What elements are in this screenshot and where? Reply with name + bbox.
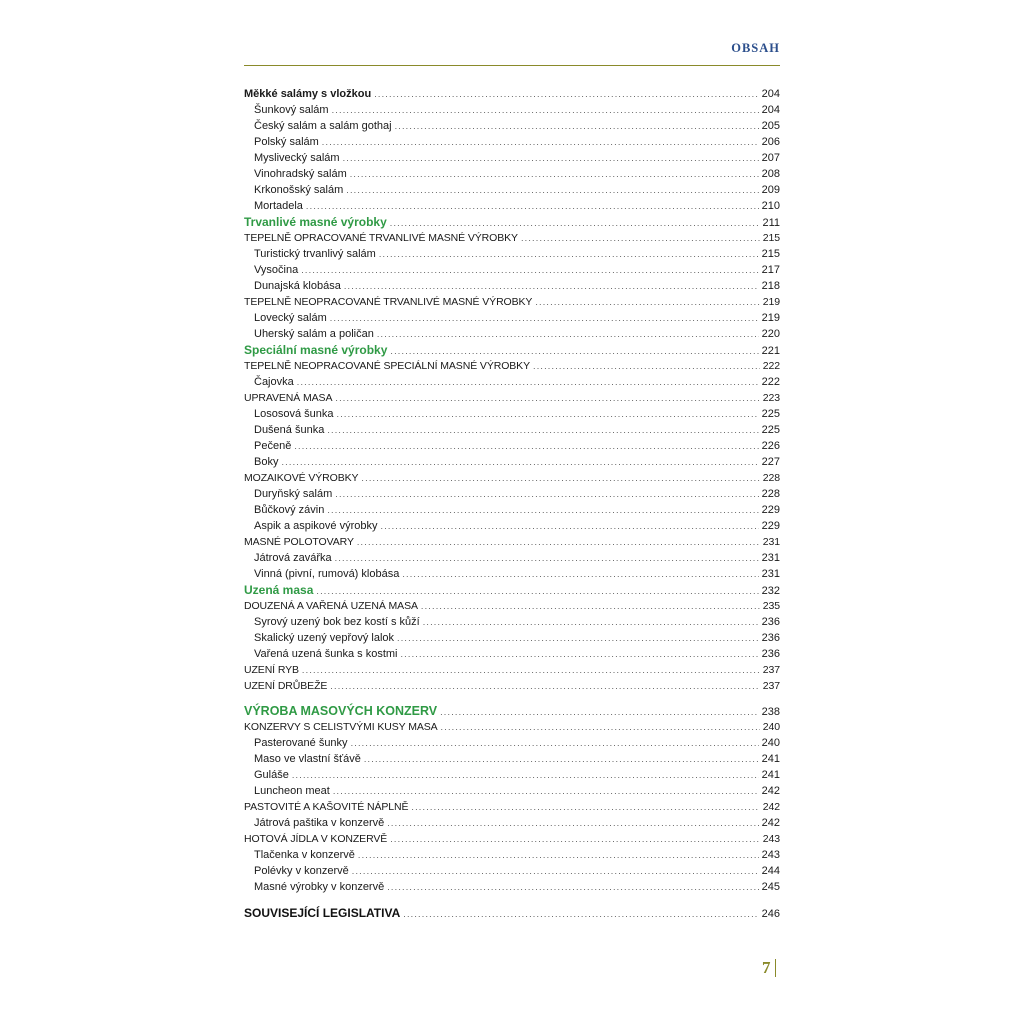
dot-leader <box>402 566 758 582</box>
toc-entry-page: 242 <box>762 801 780 813</box>
toc-entry-title: KONZERVY S CELISTVÝMI KUSY MASA <box>244 721 438 733</box>
dot-leader <box>441 719 760 735</box>
toc-entry <box>244 406 780 422</box>
toc-entry-title: Masné výrobky v konzervě <box>254 881 385 893</box>
toc-entry-page: 232 <box>761 585 780 597</box>
toc-entry-title: HOTOVÁ JÍDLA V KONZERVĚ <box>244 833 388 845</box>
toc-entry-page: 231 <box>761 568 780 580</box>
dot-leader <box>350 166 759 182</box>
toc-entry-title: UPRAVENÁ MASA <box>244 392 333 404</box>
dot-leader <box>301 262 758 278</box>
dot-leader <box>346 182 758 198</box>
dot-leader <box>390 215 760 231</box>
toc-entry-title: TEPELNĚ OPRACOVANÉ TRVANLIVÉ MASNÉ VÝROBKY <box>244 232 518 244</box>
toc-entry-title: Myslivecký salám <box>254 152 340 164</box>
toc-entry-title: Turistický trvanlivý salám <box>254 248 376 260</box>
toc-entry <box>244 598 780 614</box>
toc-entry-page: 240 <box>762 721 780 733</box>
toc-entry-title: Měkké salámy s vložkou <box>244 88 372 100</box>
toc-entry <box>244 751 780 767</box>
toc-entry <box>244 246 780 262</box>
toc-entry-page: 235 <box>762 600 780 612</box>
toc-entry-title: Pečeně <box>254 440 292 452</box>
toc-entry-page: 229 <box>761 504 780 516</box>
toc-entry <box>244 582 780 598</box>
toc-entry-page: 242 <box>761 817 780 829</box>
toc-entry-title: Krkonošský salám <box>254 184 344 196</box>
dot-leader <box>297 374 759 390</box>
dot-leader <box>374 86 758 102</box>
dot-leader <box>390 831 760 847</box>
toc-entry-title: Vysočina <box>254 264 299 276</box>
toc-entry-page: 225 <box>761 424 780 436</box>
toc-entry-title: Boky <box>254 456 279 468</box>
dot-leader <box>358 847 759 863</box>
dot-leader <box>316 583 758 599</box>
toc-entry <box>244 230 780 246</box>
toc-entry <box>244 198 780 214</box>
toc-entry <box>244 150 780 166</box>
toc-entry-page: 241 <box>761 753 780 765</box>
toc-entry-title: UZENÍ RYB <box>244 664 299 676</box>
dot-leader <box>330 310 759 326</box>
toc-entry-page: 222 <box>762 360 780 372</box>
toc-entry-page: 231 <box>762 536 780 548</box>
toc-entry-page: 205 <box>761 120 780 132</box>
toc-entry-page: 237 <box>762 664 780 676</box>
dot-leader <box>332 102 759 118</box>
toc-entry-page: 219 <box>761 312 780 324</box>
dot-leader <box>521 230 760 246</box>
dot-leader <box>395 118 759 134</box>
toc-entry-title: Dušená šunka <box>254 424 325 436</box>
toc-entry <box>244 102 780 118</box>
toc-entry <box>244 326 780 342</box>
toc-entry-title: Játrová paštika v konzervě <box>254 817 385 829</box>
toc-entry-page: 219 <box>762 296 780 308</box>
toc-entry-page: 228 <box>761 488 780 500</box>
dot-leader <box>335 390 759 406</box>
toc-entry <box>244 735 780 751</box>
toc-entry-page: 240 <box>761 737 780 749</box>
header-rule <box>244 65 780 66</box>
dot-leader <box>294 438 758 454</box>
toc-entry-title: TEPELNĚ NEOPRACOVANÉ SPECIÁLNÍ MASNÉ VÝROBKY <box>244 360 530 372</box>
toc-entry-title: Lososová šunka <box>254 408 334 420</box>
toc-entry <box>244 310 780 326</box>
toc-entry-page: 221 <box>761 345 780 357</box>
toc-entry <box>244 905 780 921</box>
dot-leader <box>343 150 759 166</box>
toc-entry <box>244 262 780 278</box>
dot-leader <box>281 454 758 470</box>
page-number: 7 <box>762 958 771 977</box>
dot-leader <box>397 630 759 646</box>
dot-leader <box>302 662 760 678</box>
toc-entry-title: Aspik a aspikové výrobky <box>254 520 378 532</box>
toc-entry <box>244 678 780 694</box>
toc-entry-title: MOZAIKOVÉ VÝROBKY <box>244 472 359 484</box>
toc-entry-page: 228 <box>762 472 780 484</box>
toc-entry-page: 244 <box>761 865 780 877</box>
toc-entry-page: 217 <box>761 264 780 276</box>
toc-entry-page: 227 <box>761 456 780 468</box>
dot-leader <box>403 906 758 922</box>
dot-leader <box>335 486 758 502</box>
toc-entry-title: Polský salám <box>254 136 319 148</box>
toc-entry-page: 236 <box>761 616 780 628</box>
toc-entry-title: Uzená masa <box>244 583 314 597</box>
toc-entry-title: Lovecký salám <box>254 312 327 324</box>
dot-leader <box>333 783 759 799</box>
toc-entry-title: MASNÉ POLOTOVARY <box>244 536 354 548</box>
toc-entry-title: Polévky v konzervě <box>254 865 349 877</box>
toc-entry <box>244 646 780 662</box>
dot-leader <box>379 246 759 262</box>
dot-leader <box>351 735 759 751</box>
toc-entry-page: 226 <box>761 440 780 452</box>
toc-entry <box>244 214 780 230</box>
toc-entry-page: 241 <box>761 769 780 781</box>
dot-leader <box>330 678 759 694</box>
toc-entry <box>244 863 780 879</box>
toc-entry-page: 210 <box>761 200 780 212</box>
toc-entry-page: 218 <box>761 280 780 292</box>
toc-entry <box>244 566 780 582</box>
toc-entry-page: 204 <box>761 104 780 116</box>
toc-entry <box>244 278 780 294</box>
toc-entry-page: 222 <box>761 376 780 388</box>
toc-entry-title: Tlačenka v konzervě <box>254 849 355 861</box>
toc-entry-title: Skalický uzený vepřový lalok <box>254 632 395 644</box>
toc-entry <box>244 799 780 815</box>
toc-entry <box>244 358 780 374</box>
dot-leader <box>292 767 759 783</box>
toc-entry-page: 207 <box>761 152 780 164</box>
dot-leader <box>381 518 759 534</box>
toc-entry-title: Čajovka <box>254 376 294 388</box>
toc-entry <box>244 390 780 406</box>
toc-entry <box>244 294 780 310</box>
dot-leader <box>357 534 760 550</box>
toc-entry-title: Luncheon meat <box>254 785 330 797</box>
toc-entry-page: 242 <box>761 785 780 797</box>
toc-entry-title: Český salám a salám gothaj <box>254 120 392 132</box>
toc-entry-title: VÝROBA MASOVÝCH KONZERV <box>244 704 438 718</box>
toc-entry <box>244 374 780 390</box>
toc-entry-page: 231 <box>761 552 780 564</box>
toc-entry-page: 243 <box>761 849 780 861</box>
toc-entry-title: Mortadela <box>254 200 303 212</box>
toc-entry-title: PASTOVITÉ A KAŠOVITÉ NÁPLNĚ <box>244 801 409 813</box>
dot-leader <box>400 646 758 662</box>
dot-leader <box>322 134 759 150</box>
dot-leader <box>387 815 758 831</box>
toc-entry-page: 237 <box>762 680 780 692</box>
toc-entry-title: Vinohradský salám <box>254 168 347 180</box>
toc-entry-title: Bůčkový závin <box>254 504 325 516</box>
toc-entry-page: 209 <box>761 184 780 196</box>
toc-entry <box>244 518 780 534</box>
dot-leader <box>361 470 759 486</box>
toc-entry-title: Šunkový salám <box>254 104 329 116</box>
running-head: OBSAH <box>731 41 780 55</box>
toc-entry-page: 211 <box>762 217 780 229</box>
toc-entry <box>244 703 780 719</box>
toc-entry-title: Vařená uzená šunka s kostmi <box>254 648 398 660</box>
toc-entry-page: 229 <box>761 520 780 532</box>
toc-entry <box>244 879 780 895</box>
toc-entry-page: 208 <box>761 168 780 180</box>
toc-entry-page: 236 <box>761 632 780 644</box>
toc-entry <box>244 118 780 134</box>
toc-entry-title: Guláše <box>254 769 289 781</box>
toc-entry-title: UZENÍ DRŮBEŽE <box>244 680 328 692</box>
toc-entry <box>244 767 780 783</box>
toc-entry <box>244 342 780 358</box>
dot-leader <box>387 879 758 895</box>
dot-leader <box>306 198 759 214</box>
toc-entry <box>244 470 780 486</box>
toc-entry <box>244 783 780 799</box>
dot-leader <box>364 751 759 767</box>
dot-leader <box>377 326 759 342</box>
toc-entry-page: 246 <box>761 908 780 920</box>
toc-entry <box>244 182 780 198</box>
toc-entry <box>244 86 780 102</box>
toc-entry <box>244 614 780 630</box>
toc-entry <box>244 422 780 438</box>
toc-entry <box>244 831 780 847</box>
dot-leader <box>423 614 759 630</box>
toc-entry <box>244 166 780 182</box>
toc-entry-page: 223 <box>762 392 780 404</box>
dot-leader <box>535 294 759 310</box>
toc-entry <box>244 454 780 470</box>
page-number-divider <box>775 959 776 977</box>
dot-leader <box>533 358 760 374</box>
toc-entry-title: SOUVISEJÍCÍ LEGISLATIVA <box>244 906 401 920</box>
dot-leader <box>440 704 759 720</box>
toc-entry-title: Speciální masné výrobky <box>244 343 388 357</box>
dot-leader <box>344 278 759 294</box>
dot-leader <box>411 799 759 815</box>
toc-entry-page: 238 <box>761 706 780 718</box>
toc-entry-title: Duryňský salám <box>254 488 333 500</box>
toc-entry-title: Uherský salám a poličan <box>254 328 374 340</box>
toc-entry-page: 220 <box>761 328 780 340</box>
dot-leader <box>327 422 758 438</box>
dot-leader <box>335 550 759 566</box>
toc-entry <box>244 438 780 454</box>
toc-entry <box>244 847 780 863</box>
toc-entry-title: Syrový uzený bok bez kostí s kůží <box>254 616 420 628</box>
table-of-contents <box>244 86 780 921</box>
dot-leader <box>352 863 759 879</box>
toc-entry-page: 225 <box>761 408 780 420</box>
toc-entry <box>244 502 780 518</box>
toc-entry-title: DOUZENÁ A VAŘENÁ UZENÁ MASA <box>244 600 418 612</box>
toc-entry-page: 215 <box>762 232 780 244</box>
dot-leader <box>327 502 758 518</box>
toc-entry <box>244 719 780 735</box>
toc-entry-page: 215 <box>761 248 780 260</box>
toc-entry-page: 204 <box>761 88 780 100</box>
toc-entry <box>244 630 780 646</box>
toc-entry-title: Maso ve vlastní šťávě <box>254 753 361 765</box>
toc-entry-title: TEPELNĚ NEOPRACOVANÉ TRVANLIVÉ MASNÉ VÝROBKY <box>244 296 533 308</box>
toc-entry-page: 236 <box>761 648 780 660</box>
toc-entry-page: 243 <box>762 833 780 845</box>
toc-entry <box>244 134 780 150</box>
toc-entry <box>244 486 780 502</box>
toc-entry-title: Játrová zavářka <box>254 552 332 564</box>
toc-entry-page: 245 <box>761 881 780 893</box>
toc-entry-page: 206 <box>761 136 780 148</box>
toc-entry-title: Pasterované šunky <box>254 737 348 749</box>
toc-entry <box>244 550 780 566</box>
dot-leader <box>390 343 758 359</box>
dot-leader <box>337 406 759 422</box>
toc-entry <box>244 815 780 831</box>
toc-entry <box>244 662 780 678</box>
toc-entry-title: Vinná (pivní, rumová) klobása <box>254 568 400 580</box>
toc-entry-title: Trvanlivé masné výrobky <box>244 215 387 229</box>
toc-entry-title: Dunajská klobása <box>254 280 341 292</box>
toc-entry <box>244 534 780 550</box>
dot-leader <box>421 598 760 614</box>
